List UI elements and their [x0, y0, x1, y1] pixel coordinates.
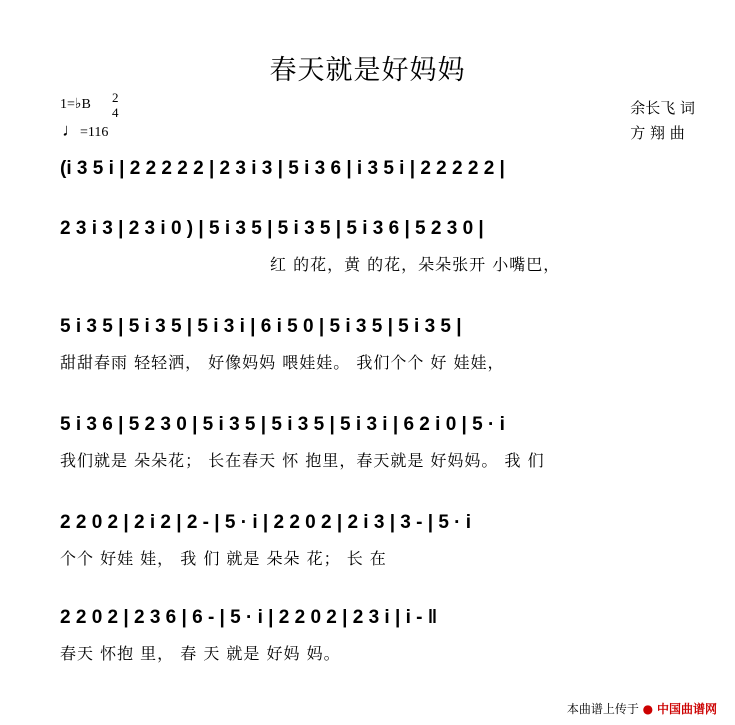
time-signature — [112, 90, 119, 120]
lyric-line — [60, 192, 700, 214]
quarter-note-icon: ♩ — [62, 120, 80, 140]
notation-line: 5 i 3 6 | 5 2 3 0 | 5 i 3 5 | 5 i 3 5 | 5 i 3 i | 6 2 i 0 | 5 · i — [60, 414, 505, 435]
key-text: 1=♭B — [60, 97, 91, 112]
time-top: 2 — [112, 90, 119, 105]
credits — [630, 96, 695, 146]
footer-credit — [567, 700, 717, 717]
site-logo-icon: ● — [642, 702, 654, 716]
time-bottom: 4 — [112, 105, 119, 120]
tempo-text: =116 — [80, 125, 109, 140]
notation-line: 5 i 3 5 | 5 i 3 5 | 5 i 3 i | 6 i 5 0 | 5 i 3 5 | 5 i 3 5 | — [60, 316, 462, 337]
lyric-line: 春天 怀抱 里， 春 天 就是 好妈 妈。 — [60, 644, 341, 663]
lyricist: 余长飞 词 — [630, 99, 695, 117]
notation-line: (i 3 5 i | 2 2 2 2 2 | 2 3 i 3 | 5 i 3 6 | i 3 5 i | 2 2 2 2 2 | — [60, 158, 505, 179]
lyric-line: 红 的花，黄 的花，朵朵张开 小嘴巴， — [270, 255, 561, 274]
notation-line: 2 2 0 2 | 2 3 6 | 6 - | 5 · i | 2 2 0 2 | 2 3 i | i - ‖ — [60, 607, 438, 628]
notation-line: 2 2 0 2 | 2 i 2 | 2 - | 5 · i | 2 2 0 2 | 2 i 3 | 3 - | 5 · i — [60, 512, 472, 533]
lyric-line: 我们就是 朵朵花； 长在春天 怀 抱里，春天就是 好妈妈。 我 们 — [60, 451, 545, 470]
lyric-line: 甜甜春雨 轻轻洒， 好像妈妈 喂娃娃。 我们个个 好 娃娃， — [60, 353, 505, 372]
footer-logo: 中国曲谱网 — [656, 702, 717, 716]
lyric-line: 个个 好娃 娃， 我 们 就是 朵朵 花； 长 在 — [60, 549, 387, 568]
tempo-marking — [62, 120, 108, 141]
footer-text: 本曲谱上传于 — [566, 702, 639, 716]
key-signature — [60, 96, 91, 113]
composer: 方 翔 曲 — [630, 124, 685, 142]
notation-line: 2 3 i 3 | 2 3 i 0 ) | 5 i 3 5 | 5 i 3 5 | 5 i 3 6 | 5 2 3 0 | — [60, 218, 484, 239]
song-title: 春天就是好妈妈 — [269, 55, 466, 86]
